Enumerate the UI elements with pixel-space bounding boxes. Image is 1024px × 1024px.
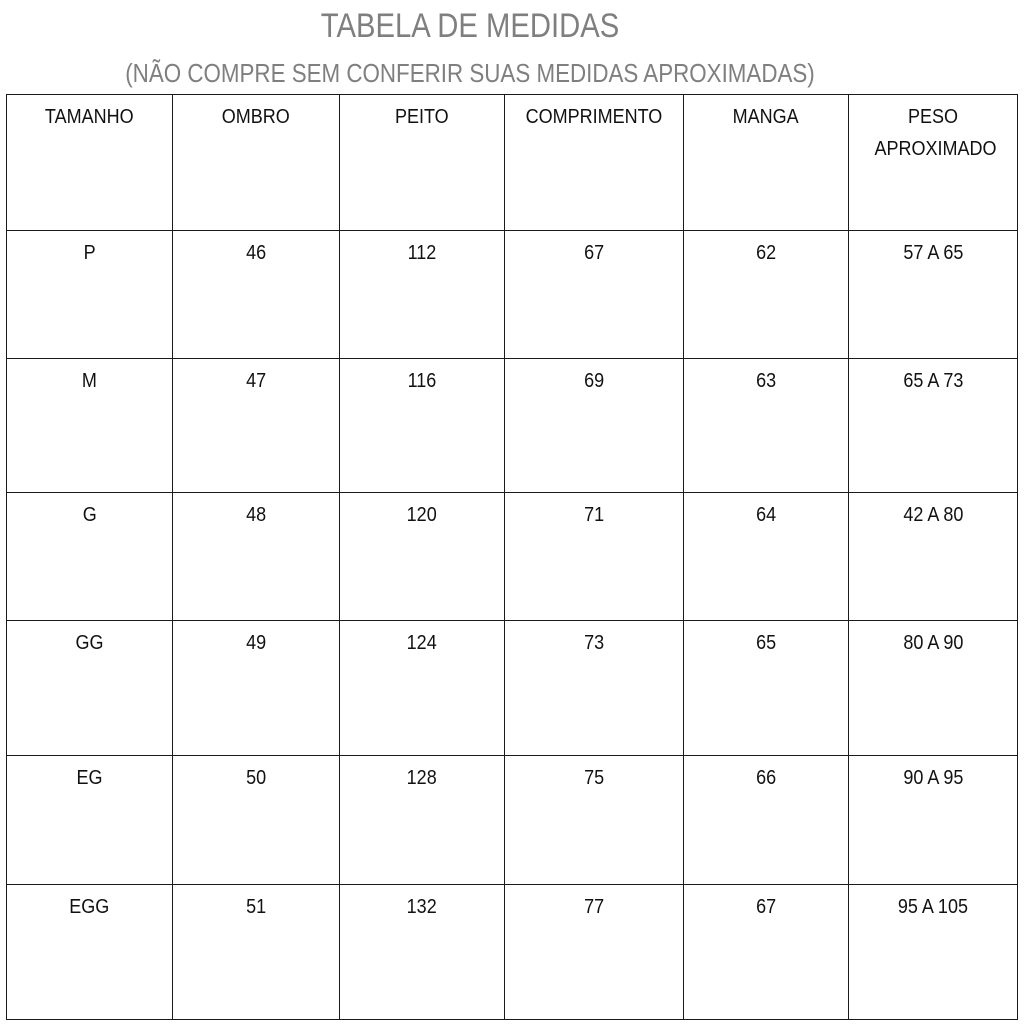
cell-comprimento: 69 <box>505 359 684 493</box>
cell-peito: 132 <box>340 885 505 1020</box>
cell-manga: 62 <box>684 231 849 359</box>
table-row <box>7 231 1018 359</box>
cell-peso: 95 A 105 <box>849 885 1018 1020</box>
cell-tamanho: EG <box>7 756 173 885</box>
cell-peito: 116 <box>340 359 505 493</box>
cell-ombro: 46 <box>173 231 340 359</box>
cell-comprimento: 73 <box>505 621 684 756</box>
page-subtitle: (NÃO COMPRE SEM CONFERIR SUAS MEDIDAS APROXIMADAS) <box>125 58 815 88</box>
cell-comprimento: 75 <box>505 756 684 885</box>
cell-ombro: 49 <box>173 621 340 756</box>
header-comprimento: COMPRIMENTO <box>505 95 684 231</box>
header-tamanho: TAMANHO <box>7 95 173 231</box>
cell-peito: 112 <box>340 231 505 359</box>
cell-manga: 64 <box>684 493 849 621</box>
cell-tamanho: P <box>7 231 173 359</box>
header-peso-aproximado: PESO APROXIMADO <box>849 95 1018 231</box>
table-row <box>7 885 1018 1020</box>
table-row <box>7 359 1018 493</box>
cell-tamanho: EGG <box>7 885 173 1020</box>
table-row <box>7 493 1018 621</box>
header-ombro: OMBRO <box>173 95 340 231</box>
page-title: TABELA DE MEDIDAS <box>320 7 620 45</box>
cell-peso: 65 A 73 <box>849 359 1018 493</box>
cell-comprimento: 67 <box>505 231 684 359</box>
cell-ombro: 50 <box>173 756 340 885</box>
cell-tamanho: G <box>7 493 173 621</box>
cell-ombro: 51 <box>173 885 340 1020</box>
cell-manga: 67 <box>684 885 849 1020</box>
cell-peito: 124 <box>340 621 505 756</box>
table-row <box>7 756 1018 885</box>
cell-peito: 120 <box>340 493 505 621</box>
cell-manga: 63 <box>684 359 849 493</box>
table-row <box>7 621 1018 756</box>
cell-peso: 42 A 80 <box>849 493 1018 621</box>
header-manga: MANGA <box>684 95 849 231</box>
cell-peso: 80 A 90 <box>849 621 1018 756</box>
cell-manga: 65 <box>684 621 849 756</box>
cell-comprimento: 77 <box>505 885 684 1020</box>
cell-tamanho: M <box>7 359 173 493</box>
size-chart-table <box>6 94 1018 1020</box>
cell-ombro: 48 <box>173 493 340 621</box>
header-peito: PEITO <box>340 95 505 231</box>
cell-peso: 57 A 65 <box>849 231 1018 359</box>
cell-ombro: 47 <box>173 359 340 493</box>
cell-comprimento: 71 <box>505 493 684 621</box>
table-header-row <box>7 95 1018 231</box>
cell-peso: 90 A 95 <box>849 756 1018 885</box>
cell-tamanho: GG <box>7 621 173 756</box>
cell-peito: 128 <box>340 756 505 885</box>
cell-manga: 66 <box>684 756 849 885</box>
